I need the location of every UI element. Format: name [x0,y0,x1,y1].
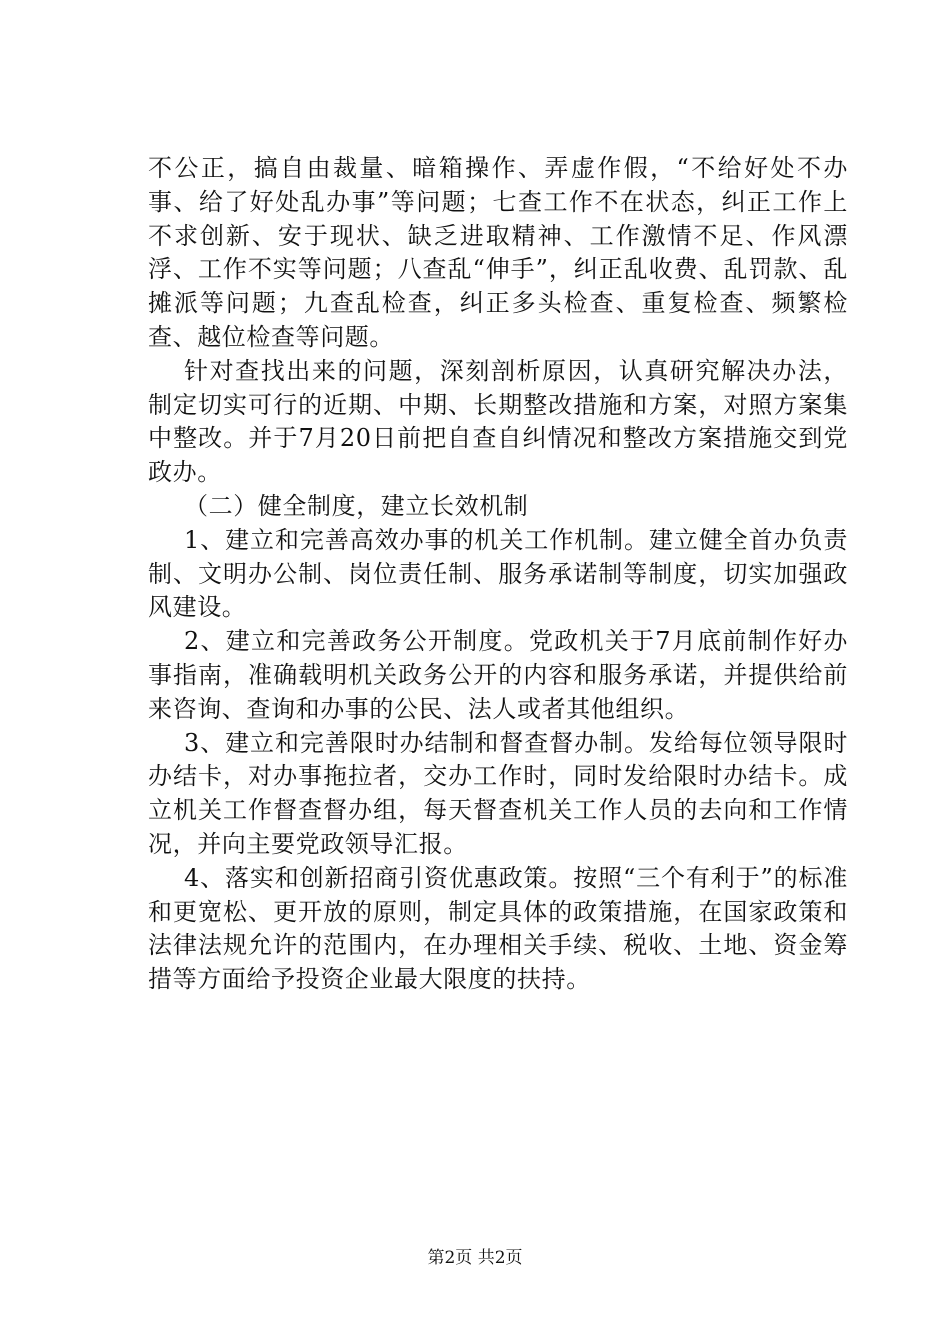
section-heading: （二）健全制度，建立长效机制 [184,491,529,520]
paragraph-continuation: 不公正，搞自由裁量、暗箱操作、弄虚作假，“不给好处不办事、给了好处乱办事”等问题；七查工作不在状态，纠正工作上不求创新、安于现状、缺乏进取精神、工作激情不足、作风漂浮、工作不实等问题；八查乱“伸手”，纠正乱收费、乱罚款、乱摊派等问题；九查乱检查，纠正多头检查、重复检查、频繁检查、越位检查等问题。 [148,154,848,351]
paragraph-item-4: 4、落实和创新招商引资优惠政策。按照“三个有利于”的标准和更宽松、更开放的原则，制定具体的政策措施，在国家政策和法律法规允许的范围内，在办理相关手续、税收、土地、资金筹措等方面给予投资企业最大限度的扶持。 [148,863,848,994]
page-footer: 第2页 共2页 [427,1248,523,1268]
document-body [148,152,848,997]
paragraph-item-2: 2、建立和完善政务公开制度。党政机关于7月底前制作好办事指南，准确载明机关政务公开的内容和服务承诺，并提供给前来咨询、查询和办事的公民、法人或者其他组织。 [148,627,848,723]
paragraph-item-3: 3、建立和完善限时办结制和督查督办制。发给每位领导限时办结卡，对办事拖拉者，交办工作时，同时发给限时办结卡。成立机关工作督查督办组，每天督查机关工作人员的去向和工作情况，并向主要党政领导汇报。 [148,728,848,858]
paragraph-item-1: 1、建立和完善高效办事的机关工作机制。建立健全首办负责制、文明办公制、岗位责任制、服务承诺制等制度，切实加强政风建设。 [148,525,848,622]
paragraph-rectification: 针对查找出来的问题，深刻剖析原因，认真研究解决办法，制定切实可行的近期、中期、长期整改措施和方案，对照方案集中整改。并于7月20日前把自查自纠情况和整改方案措施交到党政办。 [148,356,848,487]
